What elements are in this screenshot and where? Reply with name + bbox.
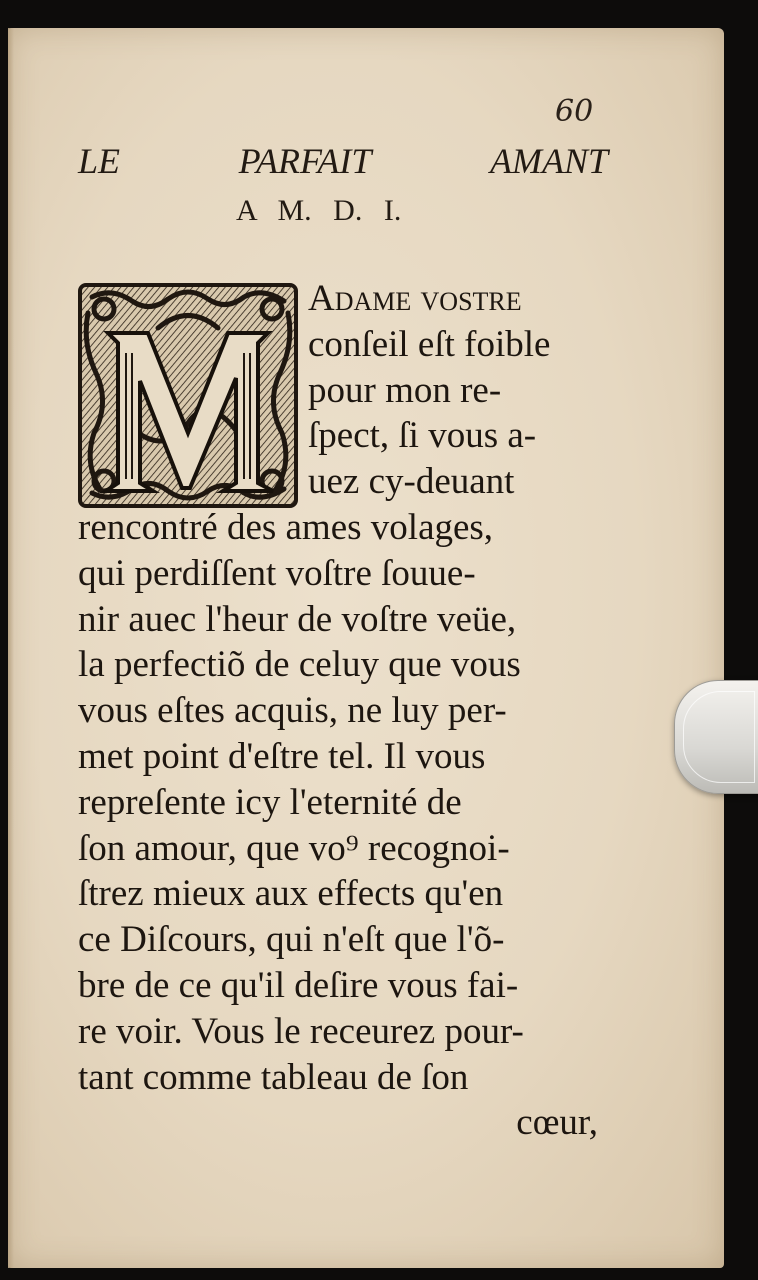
title-word: LE: [78, 141, 121, 181]
dedication-subtitle: A M. D. I.: [236, 194, 402, 227]
catchword-line: [78, 1100, 598, 1146]
text-line: [308, 368, 598, 414]
body-text: [78, 276, 598, 1146]
text-line-content: met point d'eſtre tel. Il vous: [78, 735, 486, 777]
page-clip: [674, 680, 758, 794]
text-line-content: bre de ce qu'il deſire vous fai-: [78, 964, 519, 1006]
text-line-content: conſeil eſt foible: [308, 323, 551, 365]
title-word: AMANT: [489, 141, 608, 181]
text-line-content: ſon amour, que vo⁹ recognoi-: [78, 827, 510, 869]
text-line-content: la perfectiõ de celuy que vous: [78, 644, 521, 686]
text-line-content: uez cy-deuant: [308, 461, 515, 503]
text-line: [78, 963, 598, 1009]
text-line: [78, 1009, 598, 1055]
text-line-content: tant comme tableau de ſon: [78, 1056, 469, 1098]
page-clip-highlight: [683, 691, 755, 783]
text-line-content: nir auec l'heur de voſtre veüe,: [78, 598, 517, 640]
text-line-content: ce Diſcours, qui n'eſt que l'õ-: [78, 919, 505, 961]
text-line: [308, 459, 598, 505]
text-line: [78, 780, 598, 826]
text-line: [78, 1055, 598, 1101]
text-line-content: pour mon re-: [308, 369, 502, 411]
text-line-content: qui perdiſſent voſtre ſouue-: [78, 552, 476, 594]
opening-line: Adame voſtre: [308, 278, 522, 319]
title-word: PARFAIT: [238, 141, 372, 181]
text-line: [78, 826, 598, 872]
text-line: [78, 688, 598, 734]
text-line-content: vous eſtes acquis, ne luy per-: [78, 690, 507, 732]
text-line: [308, 322, 598, 368]
text-line: [78, 597, 598, 643]
catchword: cœur,: [516, 1102, 598, 1144]
page-title: [78, 140, 608, 182]
page-number: 60: [555, 94, 594, 129]
text-line: [308, 413, 598, 459]
text-line: [78, 551, 598, 597]
text-line-content: repreſente icy l'eternité de: [78, 781, 462, 823]
text-line: [78, 505, 598, 551]
text-line: [78, 871, 598, 917]
text-line: [308, 276, 598, 322]
text-line: [78, 734, 598, 780]
text-line: [78, 642, 598, 688]
text-line-content: ſtrez mieux aux effects qu'en: [78, 873, 504, 915]
text-line-content: re voir. Vous le receurez pour-: [78, 1010, 524, 1052]
text-line: [78, 917, 598, 963]
page-gutter-shadow: [8, 28, 14, 1268]
text-line-content: ſpect, ſi vous a-: [308, 415, 537, 457]
text-line-content: rencontré des ames volages,: [78, 506, 494, 548]
